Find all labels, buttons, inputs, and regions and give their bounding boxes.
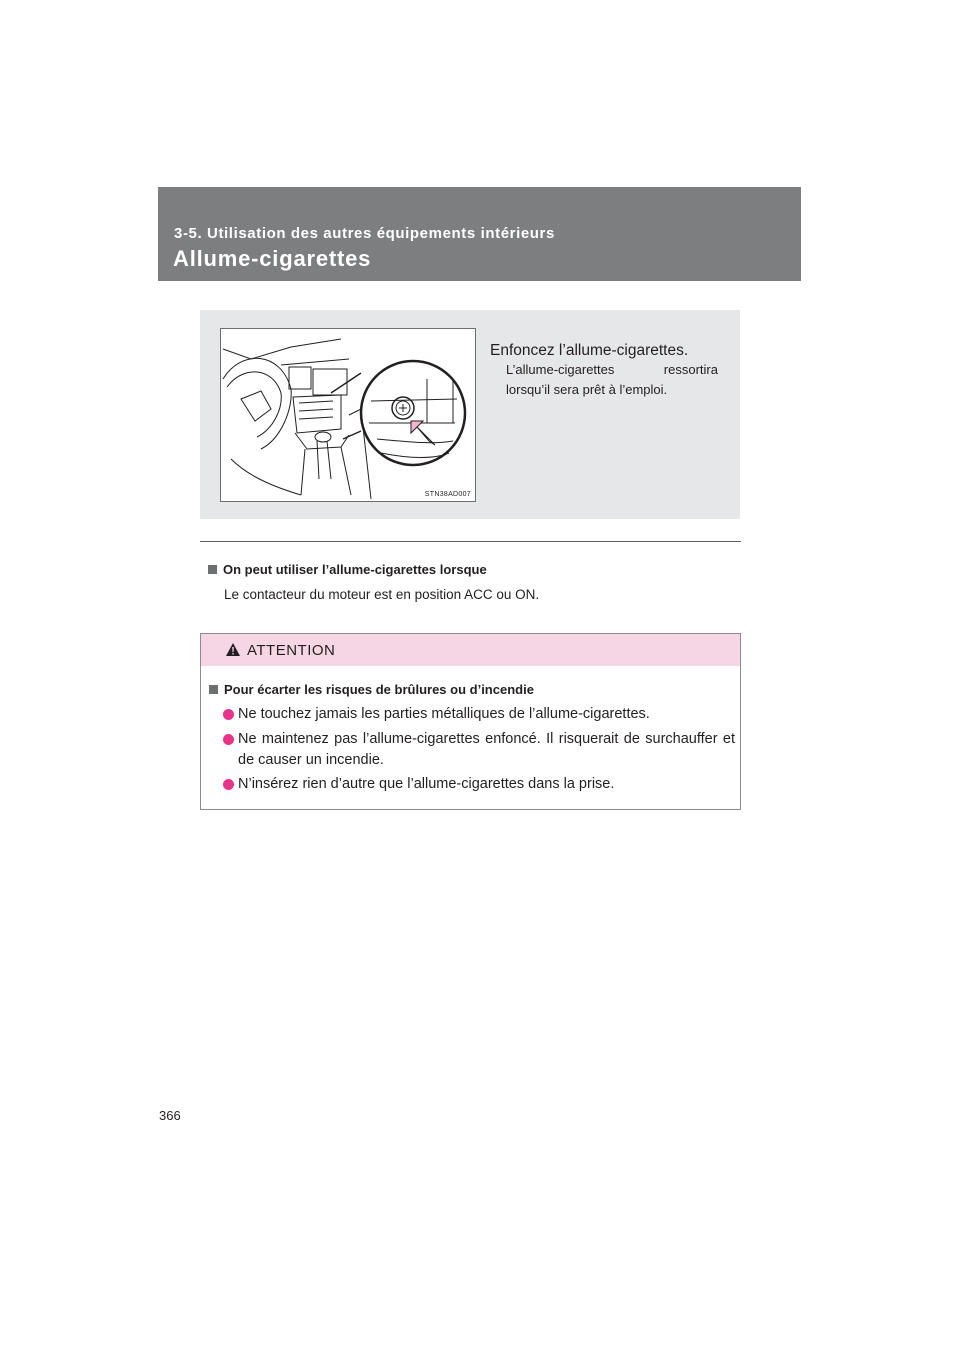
- bullet-dot-icon: [223, 779, 234, 790]
- warning-bullet: [223, 774, 735, 795]
- bullet-text: N’insérez rien d’autre que l’allume-cigarettes dans la prise.: [238, 776, 615, 792]
- page-number: 366: [159, 1108, 181, 1123]
- warning-heading: [209, 682, 534, 697]
- square-bullet-icon: [209, 685, 218, 694]
- warning-bullet: [223, 729, 735, 771]
- page-title: Allume-cigarettes: [173, 246, 372, 271]
- step-detail: L’allume-cigarettes ressortira lorsqu’il sera prêt à l’emploi.: [506, 362, 718, 397]
- warning-bar: [201, 634, 740, 666]
- dashboard-drawing: [221, 329, 475, 501]
- note-body: Le contacteur du moteur est en position ACC ou ON.: [224, 587, 540, 602]
- bullet-dot-icon: [223, 709, 234, 720]
- note-heading-text: On peut utiliser l’allume-cigarettes lorsque: [223, 562, 487, 577]
- note-heading: [208, 562, 487, 577]
- section-header: [158, 187, 801, 281]
- figure-code: STN38AD007: [424, 491, 471, 498]
- square-bullet-icon: [208, 565, 217, 574]
- warning-box: [200, 633, 741, 810]
- warning-bullet: [223, 704, 735, 725]
- bullet-text: Ne maintenez pas l’allume-cigarettes enfoncé. Il risquerait de surchauffer et de causer un incendie.: [238, 731, 735, 768]
- cigarette-lighter-illustration: [220, 328, 476, 502]
- bullet-text: Ne touchez jamais les parties métalliques de l’allume-cigarettes.: [238, 706, 650, 722]
- section-label: 3-5. Utilisation des autres équipements intérieurs: [174, 225, 555, 242]
- warning-triangle-icon: [225, 642, 241, 657]
- figure-panel: [200, 310, 740, 519]
- step-instruction: Enfoncez l’allume-cigarettes.: [490, 342, 689, 359]
- warning-label: ATTENTION: [247, 642, 336, 659]
- bullet-dot-icon: [223, 734, 234, 745]
- warning-heading-text: Pour écarter les risques de brûlures ou d’incendie: [224, 682, 534, 697]
- divider: [200, 541, 741, 542]
